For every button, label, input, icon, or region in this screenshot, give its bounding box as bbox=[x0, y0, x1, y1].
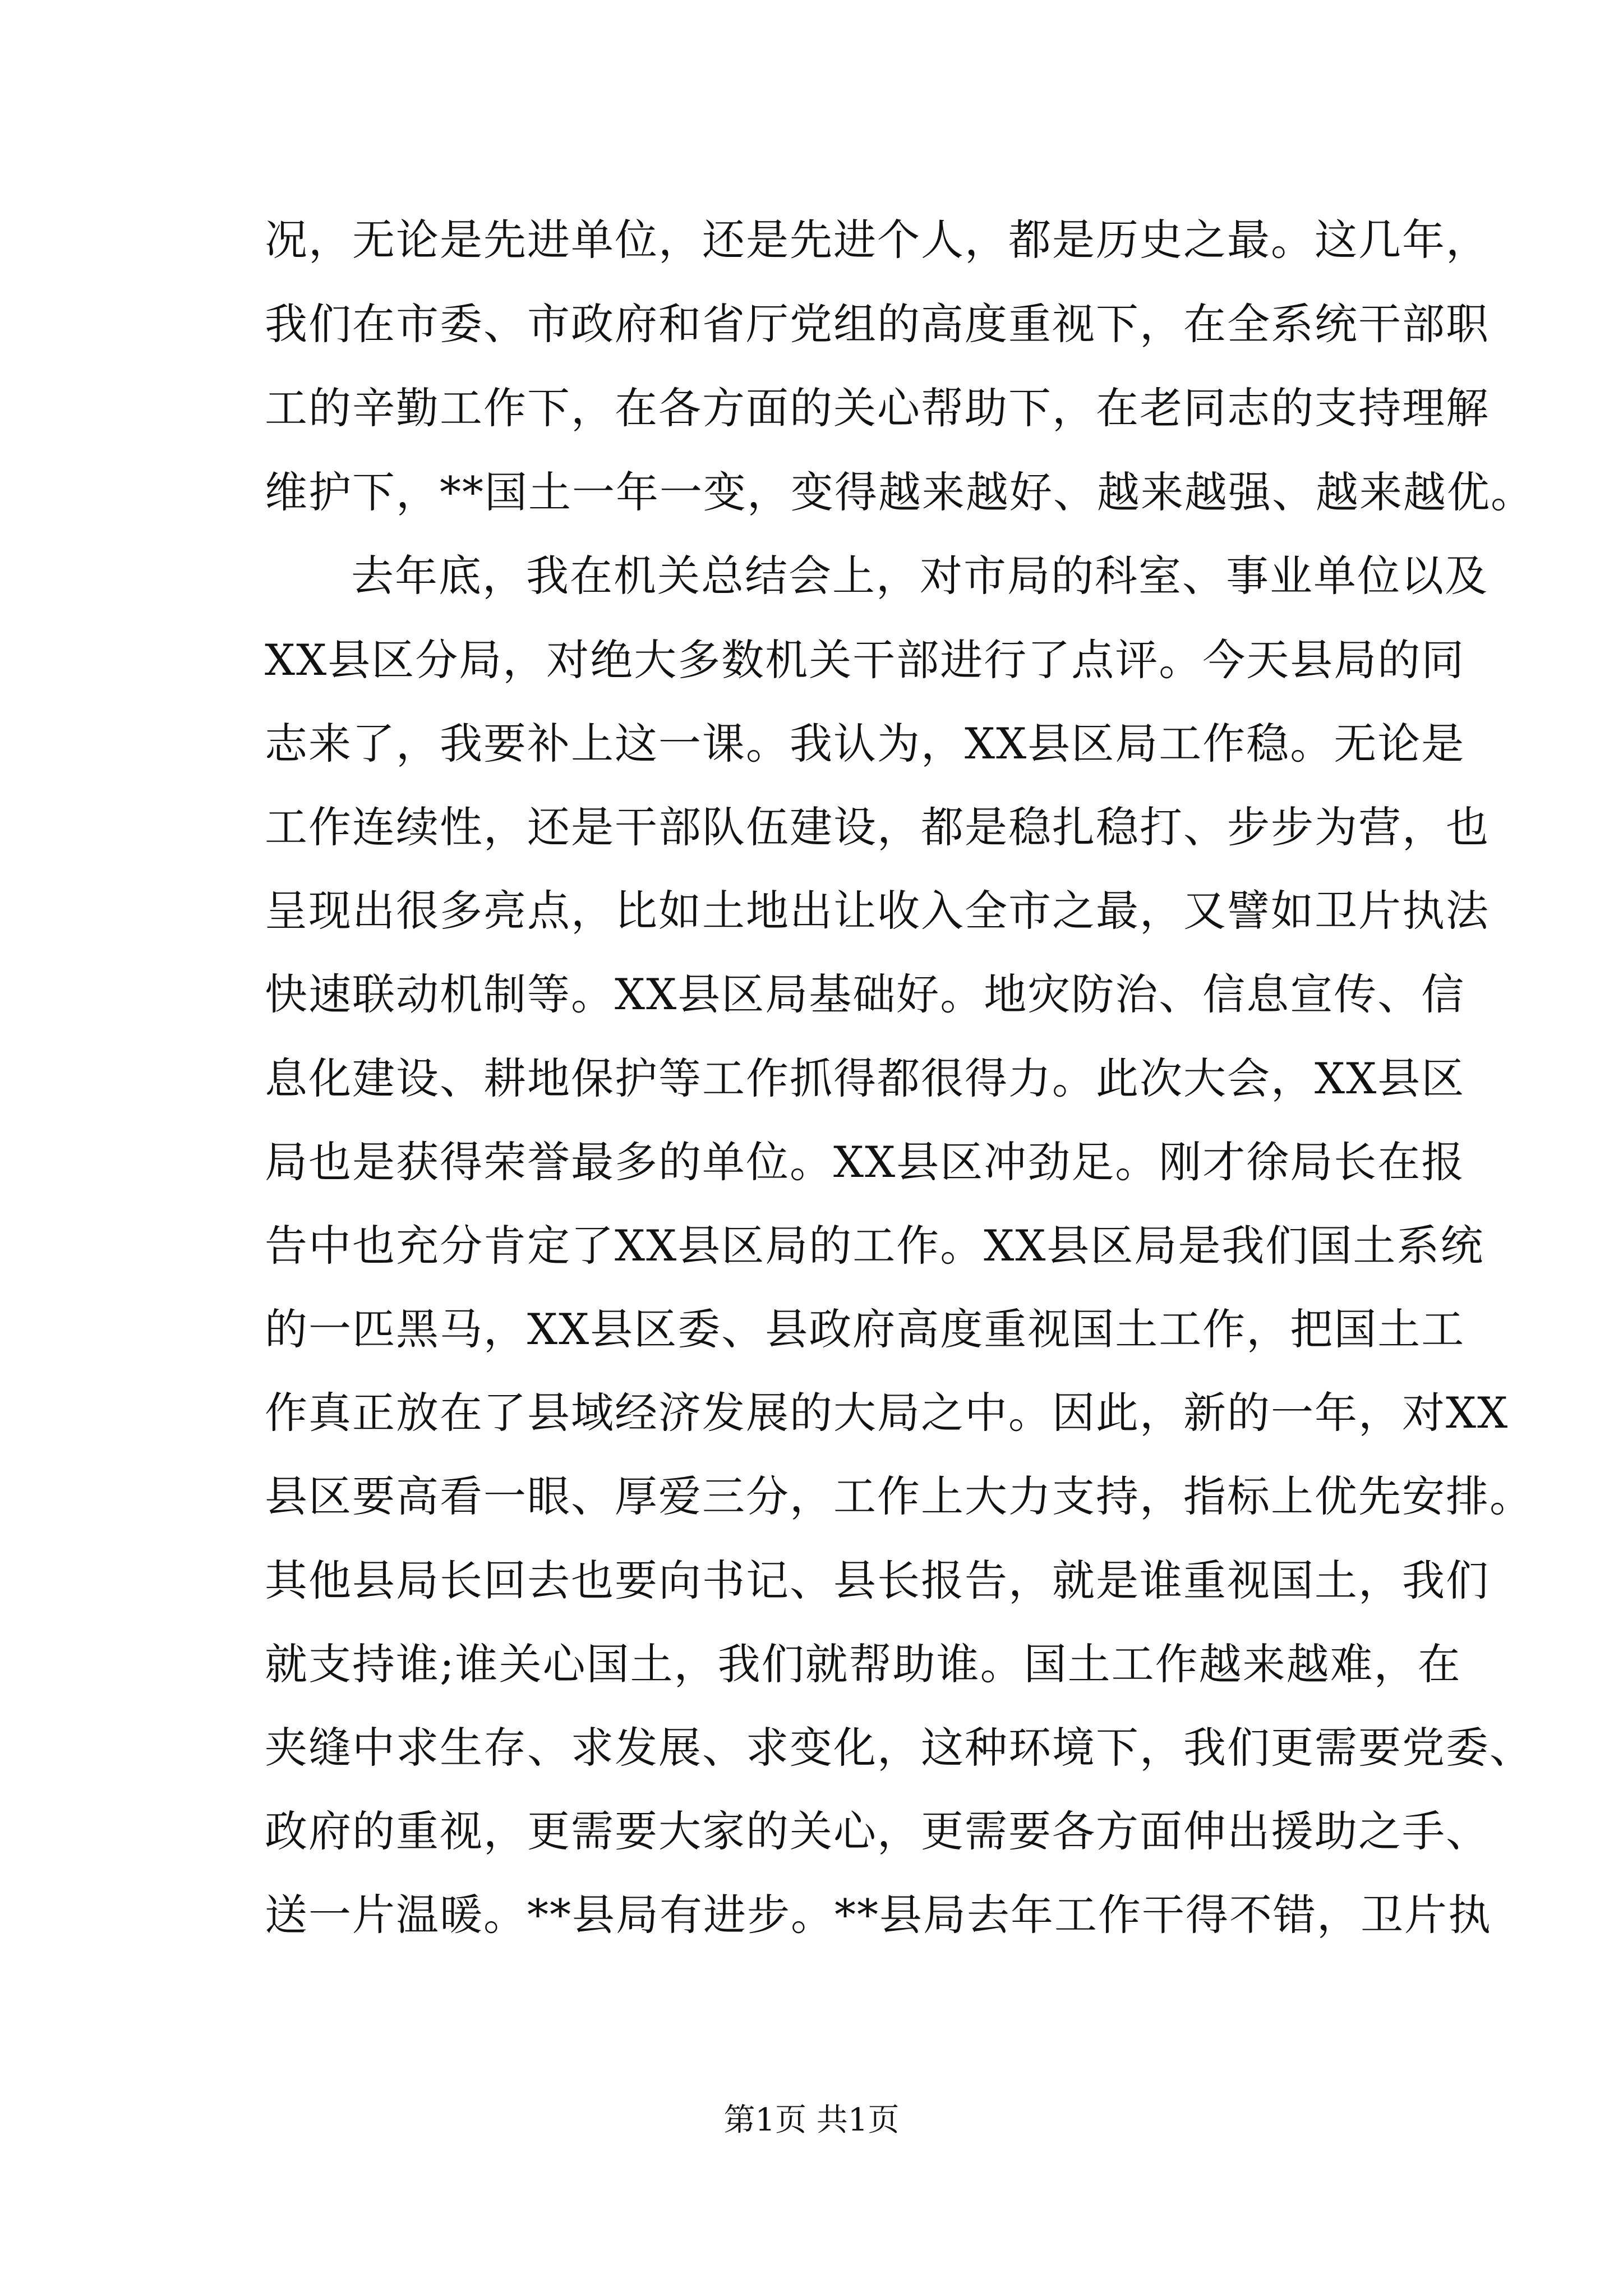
paragraph-start-line: 去年底，我在机关总结会上，对市局的科室、事业单位以及 bbox=[351, 551, 1488, 601]
text-line-17: 其他县局长回去也要向书记、县长报告，就是谁重视国土，我们 bbox=[265, 1556, 1490, 1605]
text-line-14: 的一匹黑马，XX县区委、县政府高度重视国土工作，把国土工 bbox=[265, 1304, 1465, 1354]
text-line-3: 工的辛勤工作下，在各方面的关心帮助下，在老同志的支持理解 bbox=[265, 383, 1490, 433]
text-line-16: 县区要高看一眼、厚爱三分，工作上大力支持，指标上优先安排。 bbox=[265, 1471, 1533, 1521]
page-number-footer: 第1页 共1页 bbox=[723, 2102, 900, 2138]
text-line-2: 我们在市委、市政府和省厅党组的高度重视下，在全系统干部职 bbox=[265, 299, 1490, 349]
text-line-11: 息化建设、耕地保护等工作抓得都很得力。此次大会，XX县区 bbox=[265, 1053, 1465, 1103]
text-line-9: 呈现出很多亮点，比如土地出让收入全市之最，又譬如卫片执法 bbox=[265, 886, 1490, 936]
text-line-4: 维护下，**国土一年一变，变得越来越好、越来越强、越来越优。 bbox=[265, 467, 1534, 517]
text-line-13: 告中也充分肯定了XX县区局的工作。XX县区局是我们国土系统 bbox=[265, 1221, 1484, 1271]
text-line-19: 夹缝中求生存、求发展、求变化，这种环境下，我们更需要党委、 bbox=[265, 1723, 1533, 1773]
text-line-12: 局也是获得荣誉最多的单位。XX县区冲劲足。刚才徐局长在报 bbox=[265, 1137, 1465, 1187]
text-line-20: 政府的重视，更需要大家的关心，更需要各方面伸出援助之手、 bbox=[265, 1806, 1490, 1856]
text-line-21: 送一片温暖。**县局有进步。**县局去年工作干得不错，卫片执 bbox=[265, 1890, 1492, 1940]
text-line-18: 就支持谁;谁关心国土，我们就帮助谁。国土工作越来越难，在 bbox=[265, 1639, 1461, 1689]
text-line-10: 快速联动机制等。XX县区局基础好。地灾防治、信息宣传、信 bbox=[265, 969, 1465, 1019]
text-line-1: 况，无论是先进单位，还是先进个人，都是历史之最。这几年， bbox=[265, 215, 1490, 265]
text-line-6: XX县区分局，对绝大多数机关干部进行了点评。今天县局的同 bbox=[265, 635, 1465, 685]
text-line-7: 志来了，我要补上这一课。我认为，XX县区局工作稳。无论是 bbox=[265, 719, 1465, 769]
text-line-15: 作真正放在了县域经济发展的大局之中。因此，新的一年，对XX bbox=[265, 1388, 1509, 1438]
text-line-8: 工作连续性，还是干部队伍建设，都是稳扎稳打、步步为营，也 bbox=[265, 802, 1490, 852]
